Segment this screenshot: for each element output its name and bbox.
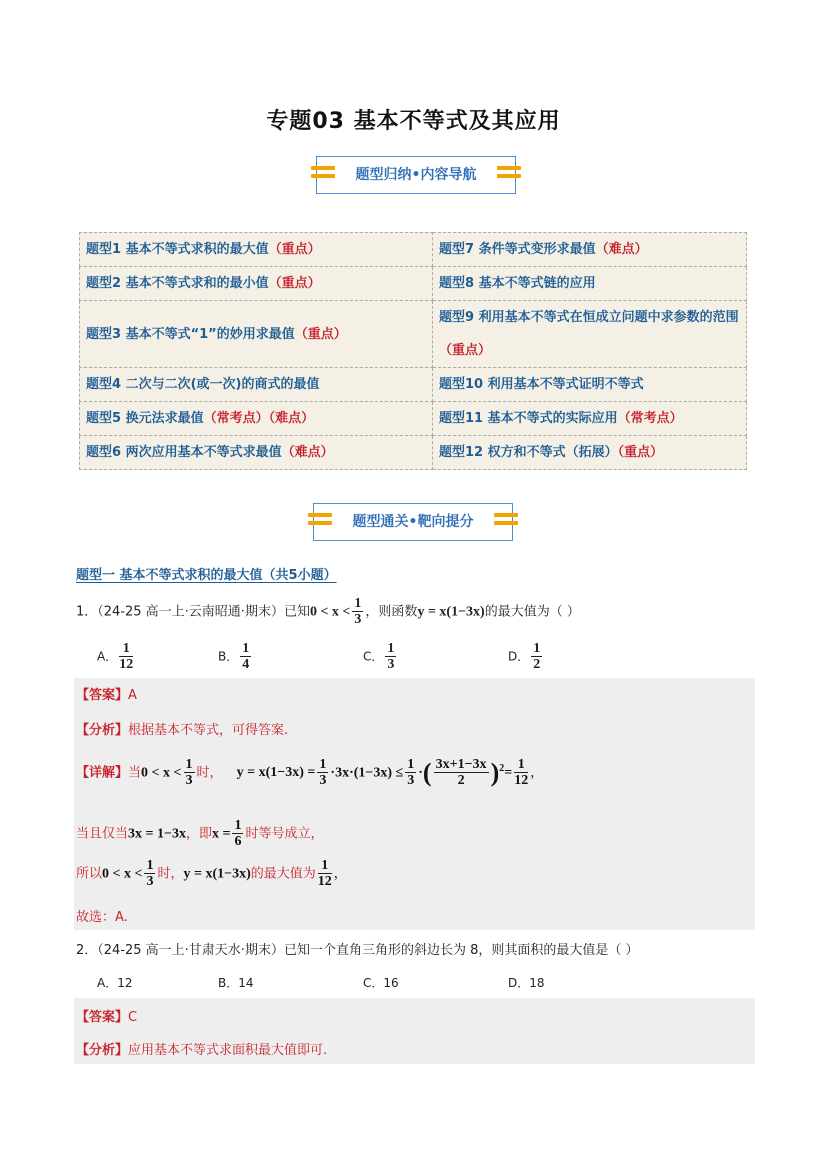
option-d[interactable]: D． $\frac{1}{2}$ bbox=[508, 641, 541, 673]
solution-box-1 bbox=[74, 678, 755, 930]
banner-right-deco-icon bbox=[497, 166, 521, 184]
option-b[interactable]: B． $\frac{1}{4}$ bbox=[218, 641, 250, 673]
option-c[interactable]: C． $\frac{1}{3}$ bbox=[363, 641, 395, 673]
option-d[interactable]: D．18 bbox=[508, 976, 545, 990]
q1-condition: 0 < x < bbox=[309, 604, 351, 620]
page-title: 专题03 基本不等式及其应用 bbox=[266, 109, 561, 134]
answer-line: 【答案】C bbox=[76, 1010, 138, 1025]
toc-item[interactable]: 题型6 两次应用基本不等式求最值（难点） bbox=[80, 436, 433, 470]
option-a[interactable]: A． $\frac{1}{12}$ bbox=[97, 641, 134, 673]
toc-item[interactable]: 题型5 换元法求最值（常考点）（难点） bbox=[80, 402, 433, 436]
toc-item[interactable]: 题型4 二次与二次(或一次)的商式的最值 bbox=[80, 368, 433, 402]
toc-item[interactable]: 题型12 权方和不等式（拓展）（重点） bbox=[433, 436, 747, 470]
q1-mid: ，则函数 bbox=[365, 604, 418, 620]
nav-banner bbox=[316, 156, 516, 194]
conclusion-line: 所以0 < x < $\frac{1}{3}$ 时，y = x(1−3x)的最大值为 $\frac{1}{12}$ ， bbox=[76, 858, 347, 890]
question-2: 2．（24-25 高一上·甘肃天水·期末）已知一个直角三角形的斜边长为 8，则其面积的最大值是（ ） bbox=[76, 943, 639, 958]
equality-line: 当且仅当3x = 1−3x，即x = $\frac{1}{6}$ 时等号成立， bbox=[76, 818, 324, 850]
toc-item[interactable]: 题型8 基本不等式链的应用 bbox=[433, 267, 747, 301]
toc-item[interactable]: 题型10 利用基本不等式证明不等式 bbox=[433, 368, 747, 402]
toc-item[interactable]: 题型2 基本不等式求和的最小值（重点） bbox=[80, 267, 433, 301]
toc-row bbox=[80, 233, 747, 267]
toc-item[interactable]: 题型1 基本不等式求积的最大值（重点） bbox=[80, 233, 433, 267]
option-b[interactable]: B．14 bbox=[218, 976, 254, 990]
practice-banner-label: 题型通关•靶向提分 bbox=[352, 514, 474, 530]
option-c[interactable]: C．16 bbox=[363, 976, 399, 990]
section-heading[interactable]: 题型一 基本不等式求积的最大值（共5小题） bbox=[76, 568, 337, 583]
toc-item[interactable]: 题型9 利用基本不等式在恒成立问题中求参数的范围（重点） bbox=[433, 301, 747, 368]
banner-left-deco-icon bbox=[311, 166, 335, 184]
q1-prefix: 1．（24-25 高一上·云南昭通·期末）已知 bbox=[76, 604, 310, 620]
answer-line: 【答案】A bbox=[76, 688, 137, 703]
analysis-line: 【分析】应用基本不等式求面积最大值即可. bbox=[76, 1043, 328, 1058]
toc-item[interactable]: 题型3 基本不等式“1”的妙用求最值（重点） bbox=[80, 301, 433, 368]
toc-table bbox=[79, 232, 747, 470]
toc-row bbox=[80, 267, 747, 301]
toc-item[interactable]: 题型11 基本不等式的实际应用（常考点） bbox=[433, 402, 747, 436]
nav-banner-label: 题型归纳•内容导航 bbox=[355, 167, 477, 183]
toc-row bbox=[80, 301, 747, 368]
practice-banner bbox=[313, 503, 513, 541]
toc-row bbox=[80, 368, 747, 402]
analysis-line: 【分析】根据基本不等式，可得答案. bbox=[76, 723, 289, 738]
banner-left-deco-icon bbox=[308, 513, 332, 531]
q1-suffix: 的最大值为（ ） bbox=[484, 604, 580, 620]
toc-row bbox=[80, 402, 747, 436]
fraction: $\frac{1}{3}$ bbox=[354, 596, 362, 628]
toc-item[interactable]: 题型7 条件等式变形求最值（难点） bbox=[433, 233, 747, 267]
option-a[interactable]: A．12 bbox=[97, 976, 133, 990]
question-1 bbox=[76, 596, 756, 628]
banner-right-deco-icon bbox=[494, 513, 518, 531]
choose-line: 故选：A. bbox=[76, 910, 128, 925]
q1-function: y = x(1−3x) bbox=[417, 604, 485, 620]
toc-row bbox=[80, 436, 747, 470]
detail-line: 【详解】当0 < x < $\frac{1}{3}$ 时， y = x(1−3x) = $\frac{1}{3}$ ·3x·(1−3x) ≤ $\frac{1}{3}$ ·( $\frac{3x+1-3x}{2}$ )$^2$= $\frac{1}{12}$ ， bbox=[76, 757, 544, 789]
